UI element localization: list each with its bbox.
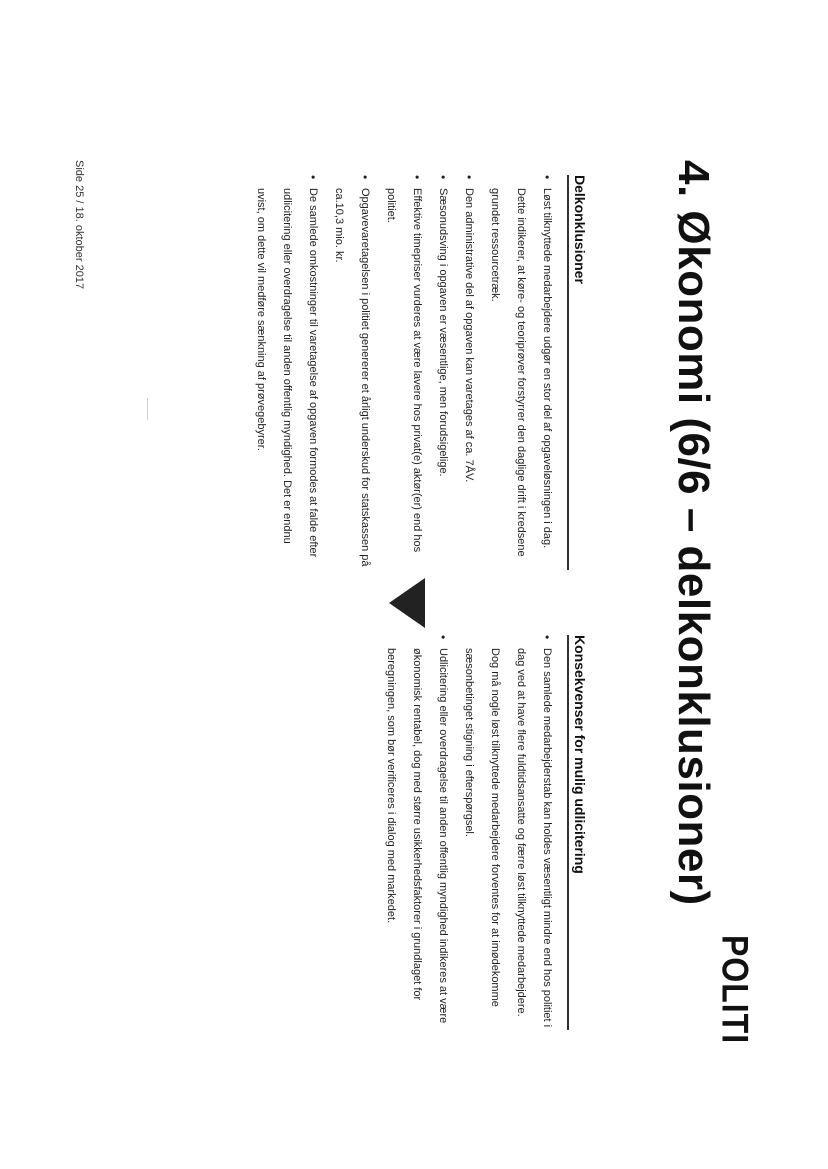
left-column [248,175,588,570]
right-column-heading: Konsekvenser for mulig udlicitering [567,635,588,1030]
bullet-item: • Udlicitering eller overdragelse til anden offentlig myndighed indikeres at være økonomisk rentabel, dog med større usikkerhedsfaktorer i grundlaget for beregningen, som bør verificeres i dialog med markedet. [378,635,456,1030]
divider [147,398,148,420]
left-bullet-list [248,175,560,570]
right-column [378,635,588,1030]
bullet-item: • Sæsonudsving i opgaven er væsentlige, men forudsigelige. [430,175,456,570]
left-column-heading: Delkonklusioner [567,175,588,570]
triangle-down-arrow-icon [389,578,425,628]
right-bullet-list [378,635,560,1030]
politi-logo: POLITI [714,935,756,1045]
page-title: 4. Økonomi (6/6 – delkonklusioner) [669,160,718,906]
page-footer: Side 25 / 18. oktober 2017 [73,160,85,290]
bullet-item: • De samlede omkostninger til varetagelse af opgaven formodes at falde efter udlicitering eller overdragelse til anden offentlig myndighed. Det er endnu uvist, om dette vil medføre sænkning af prøvegebyrer. [248,175,326,570]
bullet-item: • Løst tilknyttede medarbejdere udgør en stor del af opgaveløsningen i dag. Dette indikerer, at køre- og teoriprøver forstyrrer den daglige drift i kredsene grundet ressourcetræk. [482,175,560,570]
bullet-item: • Den administrative del af opgaven kan varetages af ca. 7ÅV. [456,175,482,570]
bullet-item: • Effektive timepriser vurderes at være lavere hos privat(e) aktør(er) end hos politiet. [378,175,430,570]
bullet-item: • Opgavevaretagelsen i politiet genererer et årligt underskud for statskassen på ca.10,3 mio. kr. [326,175,378,570]
bullet-item: • Den samlede medarbejderstab kan holdes væsentligt mindre end hos politiet i dag ved at have flere fuldtidsansatte og færre løst tilknyttede medarbejdere. Dog må nogle løst tilknyttede medarbejdere forventes for at imødekomme sæsonbetinget stigning i efterspørgsel. [456,635,560,1030]
